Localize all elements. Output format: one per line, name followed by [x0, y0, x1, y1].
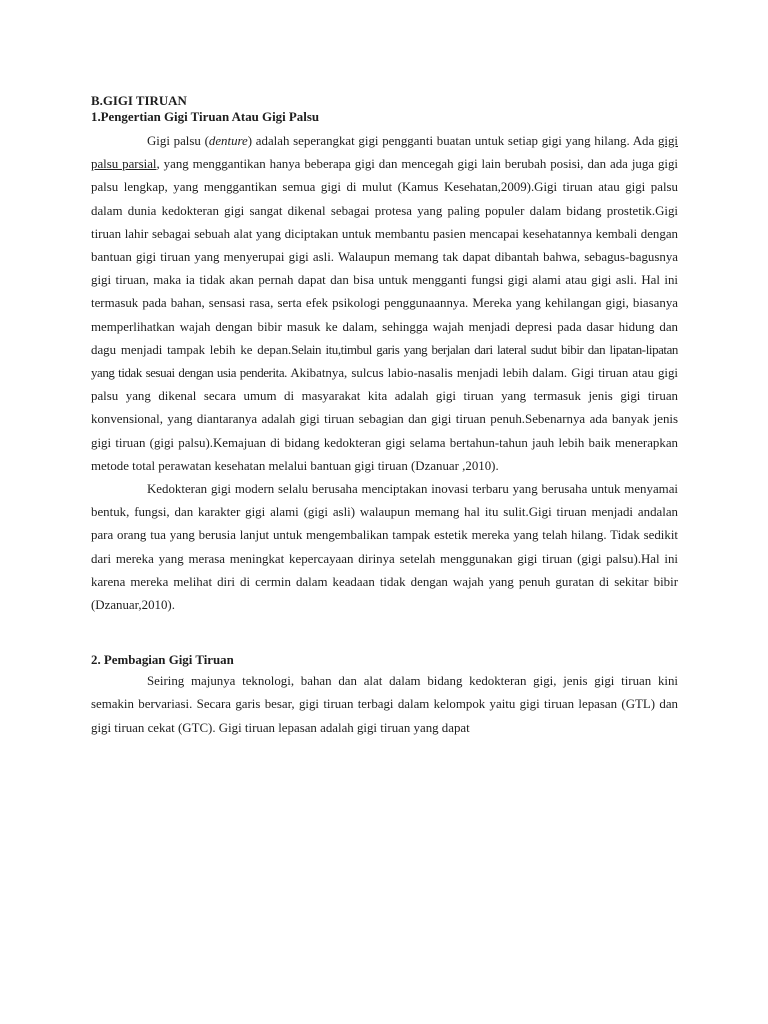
document-page	[91, 93, 678, 740]
paragraph-2: Kedokteran gigi modern selalu berusaha menciptakan inovasi terbaru yang berusaha untuk menyamai bentuk, fungsi, dan karakter gigi alami (gigi asli) walaupun memang hal itu sulit.Gigi tiruan menjadi andalan para orang tua yang berusia lanjut untuk mengembalikan tampak estetik mereka yang telah hilang. Tidak sedikit dari mereka yang merasa meningkat kepercayaan dirinya setelah menggunakan gigi tiruan (gigi palsu).Hal ini karena mereka melihat diri di cermin dalam keadaan tidak dengan wajah yang penuh guratan di sekitar bibir (Dzanuar,2010).	[91, 482, 678, 613]
paragraph-3: Seiring majunya teknologi, bahan dan alat dalam bidang kedokteran gigi, jenis gigi tiruan kini semakin bervariasi. Secara garis besar, gigi tiruan terbagi dalam kelompok yaitu gigi tiruan lepasan (GTL) dan gigi tiruan cekat (GTC). Gigi tiruan lepasan adalah gigi tiruan yang dapat	[91, 674, 678, 735]
paragraph-1	[91, 130, 678, 478]
spacer	[91, 617, 678, 640]
chapter-heading: B.GIGI TIRUAN	[91, 94, 187, 108]
paragraph-1-text-f: Selain itu,timbul garis yang berjalan dari lateral sudut bibir dan lipatan-lipatan yang tidak sesuai dengan usia penderita.	[91, 342, 678, 381]
section-heading-1: 1.Pengertian Gigi Tiruan Atau Gigi Palsu	[91, 110, 320, 124]
section-heading-2: 2. Pembagian Gigi Tiruan	[91, 653, 234, 668]
paragraph-1-text-a: Gigi palsu (	[147, 134, 209, 148]
paragraph-1-text-e: , yang menggantikan hanya beberapa gigi dan mencegah gigi lain berubah posisi, dan ada juga gigi palsu lengkap, yang menggantikan semua gigi di mulut (Kamus Kesehatan,2009).Gigi tiruan atau gigi palsu dalam dunia kedokteran gigi sangat dikenal sebagai protesa yang paling populer dalam bidang prostetik.Gigi tiruan lahir sebagai sebuah alat yang diciptakan untuk membantu pasien mencapai kesehatannya kembali dengan bantuan gigi tiruan yang menyerupai gigi asli. Walaupun memang tak dapat dibantah bahwa, sebagus-bagusnya gigi tiruan, maka ia tidak akan pernah dapat dan bisa untuk mengganti fungsi gigi alami atau gigi asli. Hal ini termasuk pada bahan, sensasi rasa, serta efek psikologi penggunaannya. Mereka yang kehilangan gigi, biasanya memperlihatkan wajah dengan bibir masuk ke dalam, sehingga wajah menjadi depresi pada dasar hidung dan dagu menjadi tampak lebih ke depan.	[91, 157, 679, 357]
partial-denture-term: gigi palsu parsial	[91, 134, 678, 172]
denture-term: denture	[208, 134, 248, 148]
paragraph-1-text-c: ) adalah seperangkat gigi pengganti buatan untuk setiap gigi yang hilang. Ada	[247, 134, 658, 148]
paragraph-1-text-g: Akibatnya, sulcus labio-nasalis menjadi lebih dalam. Gigi tiruan atau gigi palsu yang dikenal secara umum di masyarakat kita adalah gigi tiruan yang termasuk jenis gigi tiruan konvensional, yang diantaranya adalah gigi tiruan sebagian dan gigi tiruan penuh.Sebenarnya ada banyak jenis gigi tiruan (gigi palsu).Kemajuan di bidang kedokteran gigi selama bertahun-tahun jauh lebih baik menerapkan metode total perawatan kesehatan melalui bantuan gigi tiruan (Dzanuar ,2010).	[91, 366, 678, 473]
